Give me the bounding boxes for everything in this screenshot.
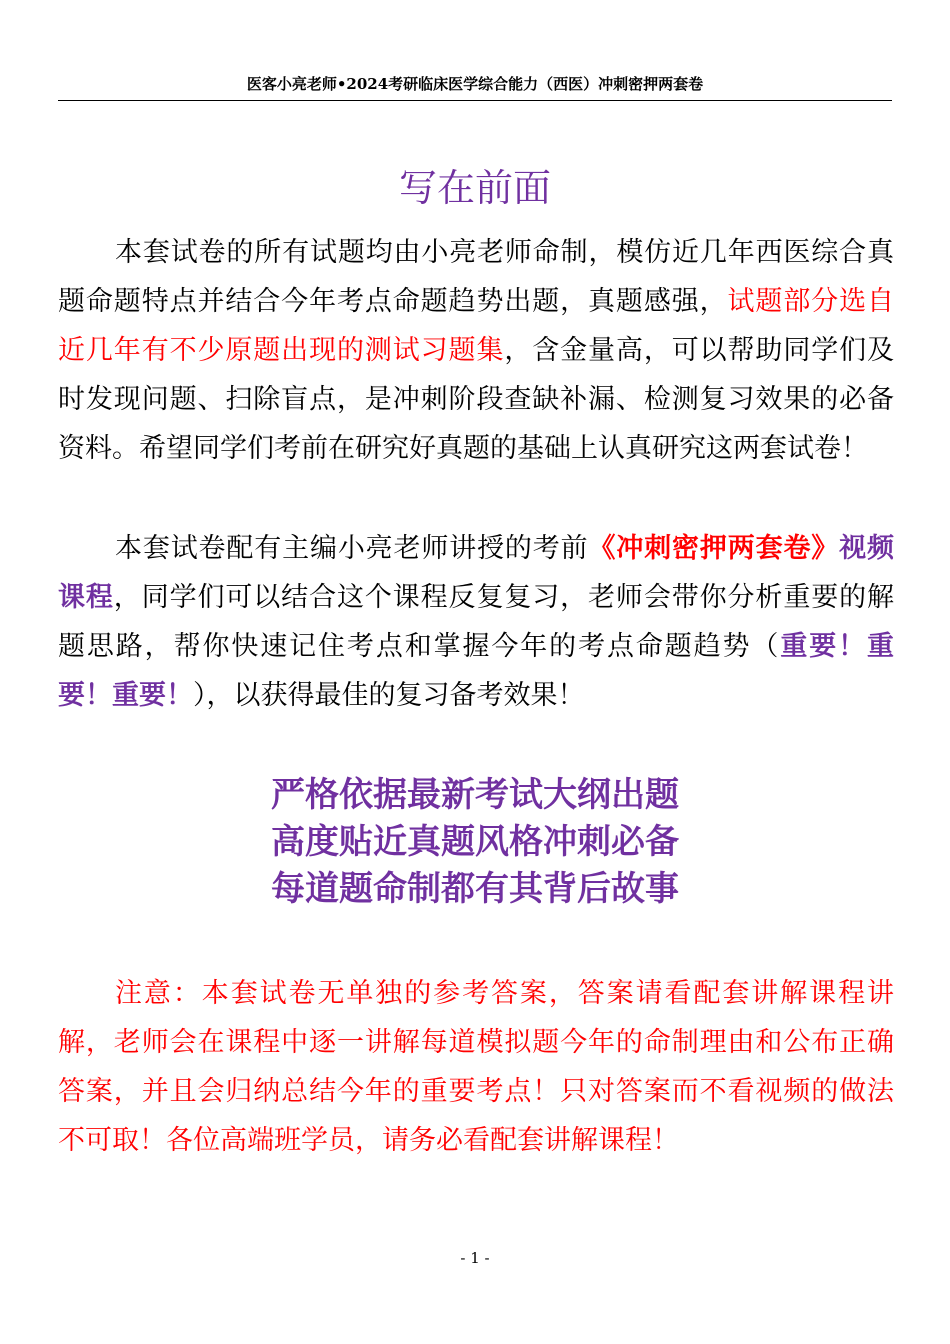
page-number: - 1 - <box>460 1249 490 1267</box>
running-header: 医客小亮老师•2024考研临床医学综合能力（西医）冲刺密押两套卷 <box>246 75 704 93</box>
slogan-line: 严格依据最新考试大纲出题 <box>271 775 679 815</box>
slogan-line: 高度贴近真题风格冲刺必备 <box>271 822 679 862</box>
intro-text-1: 本套试卷的所有试题均由小亮老师命制，模仿近几年西医综合真题命题特点并结合今年考点命题趋势出题，真题感强， <box>58 237 894 317</box>
course-text-2: ，同学们可以结合这个课程反复复习，老师会带你分析重要的解题思路，帮你快速记住考点和掌握今年的考点命题趋势（ <box>58 582 895 662</box>
video-course-highlight: 视频课程 <box>58 533 895 613</box>
page-title: 写在前面 <box>398 166 551 210</box>
notice-paragraph: 注意：本套试卷无单独的参考答案，答案请看配套讲解课程讲解，老师会在课程中逐一讲解每道模拟题今年的命制理由和公布正确答案，并且会归纳总结今年的重要考点！只对答案而不看视频的做法不可取！各位高端班学员，请务必看配套讲解课程！ <box>58 978 894 1156</box>
course-paragraph <box>58 524 894 720</box>
course-text-3: ），以获得最佳的复习备考效果！ <box>193 680 585 711</box>
slogan-block <box>0 772 950 913</box>
course-text-1: 本套试卷配有主编小亮老师讲授的考前 <box>115 533 589 564</box>
course-name-highlight: 《冲刺密押两套卷》 <box>588 533 840 564</box>
header-divider <box>58 100 892 101</box>
intro-paragraph <box>58 228 894 473</box>
slogan-line: 每道题命制都有其背后故事 <box>271 869 679 909</box>
intro-text-2: ，含金量高，可以帮助同学们及时发现问题、扫除盲点，是冲刺阶段查缺补漏、检测复习效果的必备资料。希望同学们考前在研究好真题的基础上认真研究这两套试卷！ <box>58 335 895 464</box>
intro-highlight-red: 试题部分选自近几年有不少原题出现的测试习题集 <box>58 286 895 366</box>
important-emphasis: 重要！重要！重要！ <box>58 631 895 711</box>
